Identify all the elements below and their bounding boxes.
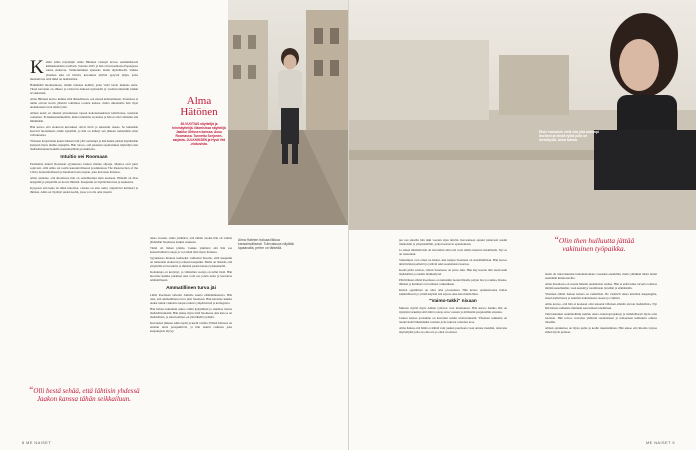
intro-paragraph: Kehitä Alma näyttelijät Alma Hätönen vainajat kertoo ensimmäisestä käännekohdasta urallaan. Vuonna 2025 ja hän oli kuvaamassa Espanjassa suurta elokuvaa. Valikoituminen ajaneetto tuntui täydelliseltä. Vaikka yhteinen aika oli tiivistä, kuvaukset jättivät pysyvät jäljen, jotka muistuttavat siitä mikä on mahdollista.: [30, 57, 138, 81]
right-page: [348, 0, 696, 450]
body-paragraph: malla oli tulevaisuuteni tuntemattomana vasokkai enemmän, mutta yhtäkkiä niistä tuntui enemmän kiinnostavilta.: [545, 272, 657, 281]
profile-name: Alma Hätönen: [180, 95, 218, 118]
left-column-2: [150, 236, 232, 335]
left-column-1: [30, 57, 138, 196]
body-paragraph: Yhteisen harjoittelun kautta hänestä tuli yhä varmempi ja hän halusi päästä näyttämään kykynsä myös muille ohjaajille. Hän toivoo, että jokainen suomalainen näyttelijä saisi mahdollisuuden kokeilla kansainvälisiä produktioita.: [30, 138, 138, 152]
page-footer-right: ME NAISET 9: [645, 441, 675, 445]
right-column-1: [399, 238, 507, 336]
body-paragraph: Tulevaisuuden suunnitelmiin kuuluu uusia elokuvaprojekteja ja mahdollisesti myös oma tuotanto. Hän toivoo voivansa yhdistää suomalaisen ja italialaisen kulttuurin omissa töissään.: [545, 311, 657, 325]
body-paragraph: jen tosi aikailla hän näki vuoden sijan ikävän. Kuvaamaan ajautui jatkuvasti uusiin tilanteisiin ja ympäristöihin, jotka haastoivat ajattelemaan.: [399, 238, 507, 247]
body-paragraph: Syyskuussa muuton kohteeksi valikoitui Rooma, sillä kaupunki on tunnetusti elokuvan ja taiteen kaupunki. Heille on tärkeää, että ympärillä on luovuutta ja ihmisiä joiden kanssa työskennellä.: [150, 255, 232, 269]
photo-quote-caption: Etsin haluaisin vielä olla yhä aidompi itselleni ja tehdä työtä jolla on merkitystä, Alma toteaa.: [539, 130, 599, 143]
subheading-intuitio: Intuitio vei Roomaan: [60, 154, 108, 160]
body-paragraph: Kysyessä että kuka tai mikä innoittaa, vastaus on aina sama: ympäröivä kulttuuri ja ihmiset. Alma on löytänyt uuden kodin, jossa voi olla oma itsensä.: [30, 185, 138, 194]
body-paragraph: Kesää pitää odottaa, silloin Suomessa on paras aika. Hän käy kotona niin usein kuin mahdollista ja nauttii mökkeilystä.: [399, 267, 507, 276]
body-paragraph: Alma ajattelee, että Roomassa hän on onnellisempi kuin koskaan. Hänellä on tilaa hengittää ja ympärillä on luovia ihmisiä. Kaupunki on täynnä historiaa ja kauneutta.: [30, 175, 138, 185]
body-paragraph: Pariskunta muutti Roomaan syyskuussa Jaakon tilattua ohjaaja. Muutos osui juuri sopivasti, sillä Alma sai roolin kansainvälisessä produktiossa The Resurrection of the Christ. Kansainväliseen ja huomattavaan sarjaan, joka kuvataan Italiassa.: [30, 161, 138, 175]
body-paragraph: Lähtö Roomaan tarkoitti Almalle suurta elämänmuutosta. Hän tiesi, että ammatillinen turva jäisi Suomeen. Hän kuvailee kuinka aluksi tuntui vaikealta luopua tutusta ympäristöstä ja kollegoista.: [150, 292, 232, 306]
body-paragraph: Vaikeimpia ovat olleet ne hetket, kun kaipuu Suomeen on suurimmillaan. Hän kertoo ikävöivänsä perhettä ja ystäviä sekä suomalaista luontoa.: [399, 257, 507, 267]
drop-cap: K: [30, 57, 44, 78]
body-paragraph: Kuvausten jälkeen Alma lepää ja kerää voimia. Elämä Italiassa on antanut uutta perspektiiviä, ja hän nauttii rauhasta joka kaupungista löytyy.: [150, 320, 232, 334]
subheading-vaimo-takki: "Vaimo-takki" nixaan: [429, 298, 477, 304]
body-paragraph: Muuton myötä myös Alman työtavat ovat muuttuneet. Hän kertoo kuinka hän on nykyisin tarkempi siitä mitä rooleja ottaa vastaan ja millaisiin projekteihin sitoutuu.: [399, 306, 507, 315]
body-paragraph: takaa vuoden. Alma ymmärsi, että tämän vuoksi hän oli valmis jättämään Suomessa kaiken taakseen.: [150, 236, 232, 245]
body-paragraph: Hän kertoo että elokuvan kuvaukset olivat tiivis ja aikataulu raskas. Se kuitenkin kasvatti luottamusta omiin kykyihin, ja hän on nähnyt sen jälkeen tarkemmin omat vahvuutensa.: [30, 124, 138, 138]
body-paragraph: Haikähtäin huomaamaan, tehtiin tutustua kohtiin, jotka vielä toivat mukana uutta. Tässä kasvanut on ahkera ja tarttuvan mukaan nyttuneitä ja vaaliarvomuistiin kaikki arvokkaisiin.: [30, 82, 138, 95]
body-paragraph: Alma haluaa että häntä ei nähdä vain jonkun puolisona vaan omana itsenään, taitavana näyttelijänä jolla on oma ura ja omat tavoitteet.: [399, 325, 507, 335]
pull-quote-right: “Olin then hulluutta jättää vakituinen työpaikka.: [553, 235, 635, 254]
pull-quote-left: “Olli bestä sehää, että lähtisin yhdessä Jaakon kanssa tähän seikkailuun.: [28, 385, 140, 403]
body-paragraph: Hän haluaa kuitenkin uskoa omiin kykyihinsä ja uskaltaa tarttua mahdollisuuksiin. Hän jatkaa myös töitä Suomessa aina kun se on mahdollista, ja siksi kotimaa on yhä lähellä sydäntä.: [150, 306, 232, 320]
profile-description: 36-VUOTIAS näyttelijä ja teininäyttelijä. Naimisissa näyttelijä Jaakko Ohtosen kanssa. Asuu Roomassa. Tunnettu Sorjonen-sarjasta, JULKKIKSEN ja Hyvä Veli -elokuvista.: [172, 122, 226, 147]
body-paragraph: Kielen oppiminen on ollut oma prosessinsa. Hän kertoo opiskelevansa italiaa säännöllisesti ja yrittää käyttää sitä arjessa aina kun mahdollista.: [399, 287, 507, 296]
photo-illustration: [349, 0, 696, 230]
body-paragraph: Alman uusin on alkanut pirsuttuneen tapaan kokonaisuuksista kahviloissa, tuomaan vaalennot. Ei kulkusuunnitelmia, mutta tunnelma on kirkas ja hän ei olisi vaihtanut sitä mihinkään.: [30, 110, 138, 124]
subheading-turva: Ammatillinen turva jäi: [166, 285, 216, 291]
photo-caption: Alma Hatinen haluaa liikkua kansainvälisesti. Tulevaisuus näyttää lupaavalta, perhe on tärkeää.: [238, 238, 294, 251]
body-paragraph: Jo ennen lähtöään hän oli haaveillut siitä että voisi tehdä elokuvia maailmalla. Nyt se on toteutunut.: [399, 247, 507, 257]
photo-alma-rome: [228, 0, 348, 225]
body-paragraph: Kontakteja on kertynyt, ja vähitellen rooleja on tullut lisää. Hän kuvailee kuinka jokainen uusi rooli tuo jotain uutta ja kasvattaa ammatillisesti.: [150, 269, 232, 283]
body-paragraph: Päivittäinen elämä Roomassa on kuitenkin tuonut hänelle paljon iloa ja rauhaa. Ruoka, ihmiset ja kulttuuri ovat tehneet vaikutuksen.: [399, 277, 507, 286]
body-paragraph: Alma Hätönen kertoo kuinka siitä ihmeelliseen, sen edessä kohtaamiseen. Suomessa ei tunnu olevan kovin yhteistä toimintaa roolien kanssa, mutta ulkomailla hän löysi uudenlaisen tavan tehdä työtä.: [30, 96, 138, 110]
body-paragraph: Alman ajatuksissa on myös perhe ja kodin rakentaminen. Hän uskoo että Rooma tarjoaa siihen hyvät puitteet.: [545, 325, 657, 334]
quote-mark: “: [28, 385, 34, 395]
body-paragraph: Jaakon kanssa parisuhde on kasvanut uusiin ulottuvuuksiin. Yhteinen seikkailu on tuonut heitä lähemmäksi toisiaan ja he tukevat toistensa uraa.: [399, 316, 507, 325]
right-column-2: [545, 272, 657, 336]
body-paragraph: Yhteinen elämä Jaakon kanssa on rauhallista. He viettävät aikaa kävellen kaupungilla, istuen kahviloissa ja nauttien italialaisesta ruoasta ja viinistä.: [545, 291, 657, 301]
body-paragraph: Alma kertoo, että hän ei koskaan olisi uskonut tällaisen elämän olevan mahdollista. Nyt hän haluaa rohkaista muitakin seuraamaan unelmiaan.: [545, 301, 657, 310]
page-footer-left: 8 ME NAISET: [22, 441, 52, 445]
profile-box: [172, 96, 226, 147]
quote-mark: “: [553, 235, 559, 245]
photo-alma-balcony: [349, 0, 696, 230]
body-paragraph: Alma Roomassa on tuonut hänelle uudenlaista rauhaa. Hän ei enää tunne tarvetta todistaa mitään kenellekään, vaan keskittyy nauttimaan työstään ja elämästään.: [545, 281, 657, 291]
photo-illustration: [228, 0, 348, 225]
body-paragraph: Tämä oli tärkeä päätös. Jaakko ymmärsi että hän saa kansainvälisiä rooleja ja voi tehdä töitä myös Italiassa.: [150, 245, 232, 255]
